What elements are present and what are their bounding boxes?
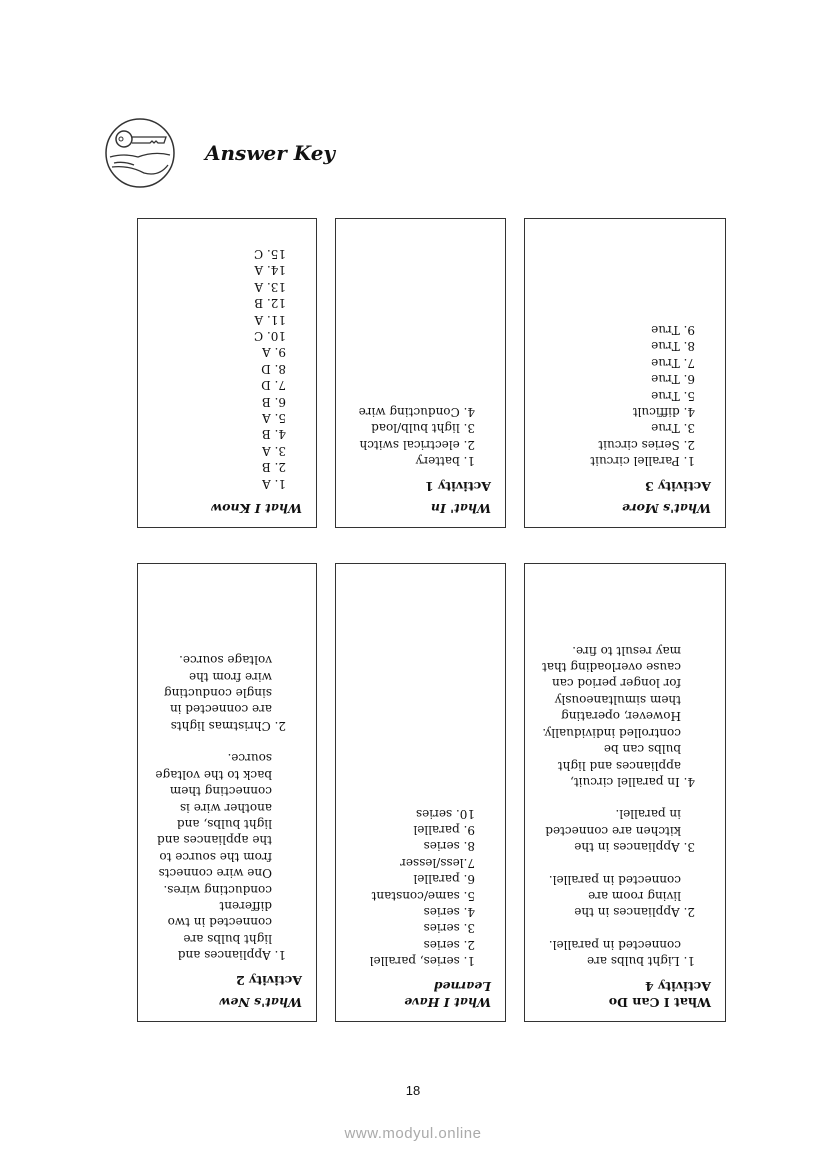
answer-item: 3. series (423, 921, 475, 936)
box-heading: What I Have Learned (404, 978, 491, 1010)
box-heading: What's More (622, 501, 711, 516)
page-title: Answer Key (205, 141, 336, 165)
answer-item: 6. B (261, 394, 286, 409)
answer-item: 3. light bulb/load (371, 421, 475, 436)
answer-item: 4. Conducting wire (358, 404, 475, 419)
activity-label: Activity 2 (236, 972, 302, 988)
answer-item: 4. B (261, 427, 286, 442)
answer-item: 8. D (261, 361, 286, 376)
box-heading: What' In (430, 501, 491, 516)
what-i-can-do-box (524, 563, 726, 1022)
answer-item: 4. In parallel circuit, appliances and light bulbs can be controlled individually. However, operating them simultaneously for longer period can cause overloading that may result to fire. (541, 643, 695, 789)
answer-item: 1. battery (415, 454, 475, 469)
box-heading: What I Know (211, 501, 302, 516)
answer-item: 3. A (262, 443, 286, 458)
answer-item: 9. A (262, 345, 286, 360)
page-number: 18 (405, 1083, 421, 1098)
answer-item: 1. series, parallel (369, 954, 475, 969)
answer-item: 10. C (253, 328, 286, 343)
answer-item: 11. A (254, 312, 286, 327)
answer-item: 14. A (254, 263, 286, 278)
box-heading: What's New (219, 995, 302, 1010)
answer-item: 4. difficult (632, 404, 695, 419)
watermark: www.modyul.online (344, 1125, 482, 1142)
answer-item: 6. parallel (413, 872, 475, 887)
answer-item: 2. electrical switch (359, 437, 475, 452)
answer-item: 10. series (416, 806, 475, 821)
answer-item: 1. A (262, 476, 286, 491)
answer-item: 5. A (262, 410, 286, 425)
answer-item: 7. D (261, 378, 286, 393)
key-in-hand-icon (104, 117, 176, 189)
answer-item: 3. Appliances in the kitchen are connected in parallel. (545, 807, 695, 855)
answer-item: 6. True (651, 372, 695, 387)
answer-item: 7.less/lesser (400, 855, 475, 870)
answer-item: 5. same/constant (371, 888, 475, 903)
answer-item: 2. series (423, 937, 475, 952)
answer-item: 8. series (423, 839, 475, 854)
answer-item: 2. Appliances in the living room are connected in parallel. (548, 872, 695, 920)
what-i-know-box (137, 218, 317, 528)
answer-item: 15. C (253, 246, 286, 261)
activity-label: Activity 4 (645, 978, 711, 994)
answer-item: 9. True (651, 322, 695, 337)
what-i-have-learned-box (335, 563, 506, 1022)
answer-item: 2. Christmas lights are connected in single conducting wire from the voltage source. (163, 653, 286, 733)
answer-item: 8. True (651, 339, 695, 354)
whats-in-box (335, 218, 506, 528)
answer-item: 1. Appliances and light bulbs are connected in two different conducting wires. One wire connects from the source to the appliances and light bulbs, and another wire is connecting them back to the voltage source. (155, 751, 286, 963)
answer-item: 1. Light bulbs are connected in parallel. (548, 937, 695, 969)
answer-item: 2. B (261, 460, 286, 475)
answer-item: 2. Series circuit (598, 437, 695, 452)
activity-label: Activity 3 (645, 478, 711, 494)
answer-item: 13. A (254, 279, 286, 294)
box-heading: What I Can Do (608, 995, 711, 1010)
answer-item: 9. parallel (413, 822, 475, 837)
whats-more-box (524, 218, 726, 528)
answer-item: 4. series (423, 904, 475, 919)
activity-label: Activity 1 (425, 478, 491, 494)
answer-item: 1. Parallel circuit (590, 454, 695, 469)
whats-new-box (137, 563, 317, 1022)
answer-item: 12. B (254, 296, 286, 311)
answer-item: 3. True (651, 421, 695, 436)
answer-item: 5. True (651, 388, 695, 403)
answer-item: 7. True (651, 355, 695, 370)
